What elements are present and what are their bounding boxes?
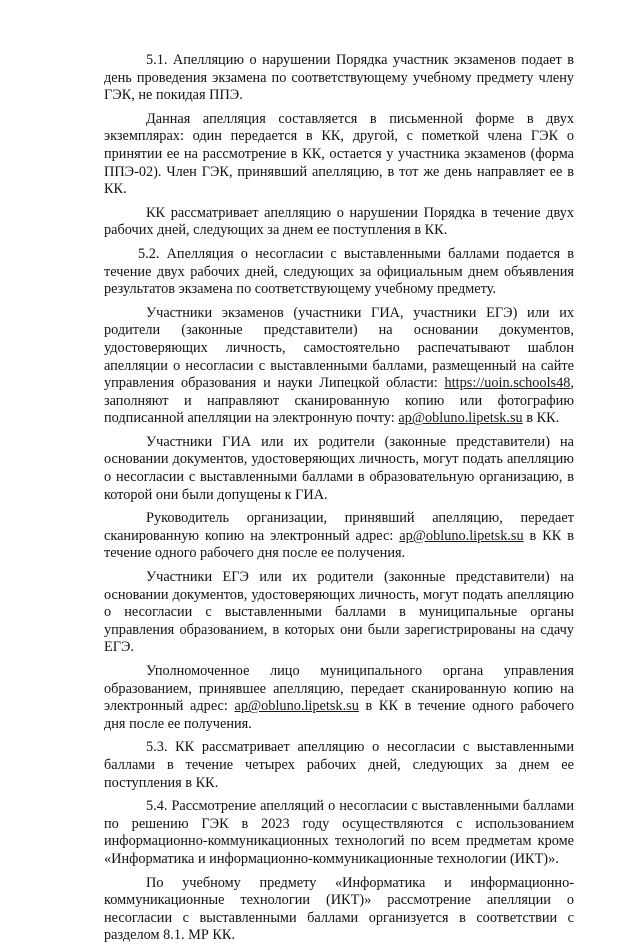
site-link[interactable]: https://uoin.schools48 bbox=[444, 375, 571, 392]
paragraph-5-3: 5.3. КК рассматривает апелляцию о несогласии с выставленными баллами в течение четырех рабочих дней, следующих за днем ее поступления в КК. bbox=[104, 739, 574, 791]
paragraph-ege-participants: Участники ЕГЭ или их родители (законные представители) на основании документов, удостоверяющих личность, могут подать апелляцию о несогласии с выставленными баллами в муниципальные органы управления образованием, в которых они были зарегистрированы на сдачу ЕГЭ. bbox=[104, 569, 574, 656]
paragraph-kk-review: КК рассматривает апелляцию о нарушении Порядка в течение двух рабочих дней, следующих за днем ее поступления в КК. bbox=[104, 204, 574, 239]
document-body bbox=[104, 52, 574, 951]
paragraph-appeal-form: Данная апелляция составляется в письменной форме в двух экземплярах: один передается в КК, другой, с пометкой члена ГЭК о принятии ее на рассмотрение в КК, остается у участника экзаменов (форма ППЭ-02). Член ГЭК, принявший апелляцию, в тот же день направляет ее в КК. bbox=[104, 110, 574, 198]
paragraph-5-2: 5.2. Апелляция о несогласии с выставленными баллами подается в течение двух рабочих дней, следующих за официальным днем объявления результатов экзамена по соответствующему учебному предмету. bbox=[104, 245, 574, 298]
paragraph-5-4: 5.4. Рассмотрение апелляций о несогласии с выставленными баллами по решению ГЭК в 2023 году осуществляются с использованием информационно-коммуникационных технологий по всем предметам кроме «Информатика и информационно-коммуникационные технологии (ИКТ)». bbox=[104, 798, 574, 867]
email-link[interactable]: ap@obluno.lipetsk.su bbox=[399, 527, 524, 544]
paragraph-gia-participants: Участники ГИА или их родители (законные представители) на основании документов, удостоверяющих личность, могут подать апелляцию о несогласии с выставленными баллами в образовательную организацию, в которой они были допущены к ГИА. bbox=[104, 433, 574, 503]
paragraph-participants-template: Участники экзаменов (участники ГИА, участники ЕГЭ) или их родители (законные представители) на основании документов, удостоверяющих личность, самостоятельно распечатывают шаблон апелляции о несогласии с выставленными баллами, размещенный на сайте управления образования и науки Липецкой области: https://uoin.schools48, заполняют и направляют сканированную копию или фотографию подписанной апелляции на электронную почту: ap@obluno.lipetsk.su в КК. bbox=[104, 304, 574, 427]
email-link[interactable]: ap@obluno.lipetsk.su bbox=[234, 698, 359, 715]
paragraph-ikt: По учебному предмету «Информатика и информационно-коммуникационные технологии (ИКТ)» рассмотрение апелляции о несогласии с выставленными баллами организуется в соответствии с разделом 8.1. МР КК. bbox=[104, 874, 574, 944]
email-link[interactable]: ap@obluno.lipetsk.su bbox=[398, 410, 523, 427]
paragraph-municipal-person: Уполномоченное лицо муниципального органа управления образованием, принявшее апелляцию, передает сканированную копию на электронный адрес: ap@obluno.lipetsk.su в КК в течение одного рабочего дня после ее получения. bbox=[104, 663, 574, 732]
paragraph-5-1: 5.1. Апелляцию о нарушении Порядка участник экзаменов подает в день проведения экзамена по соответствующему учебному предмету члену ГЭК, не покидая ППЭ. bbox=[104, 52, 574, 104]
paragraph-org-head: Руководитель организации, принявший апелляцию, передает сканированную копию на электронный адрес: ap@obluno.lipetsk.su в КК в течение одного рабочего дня после ее получения. bbox=[104, 510, 574, 562]
